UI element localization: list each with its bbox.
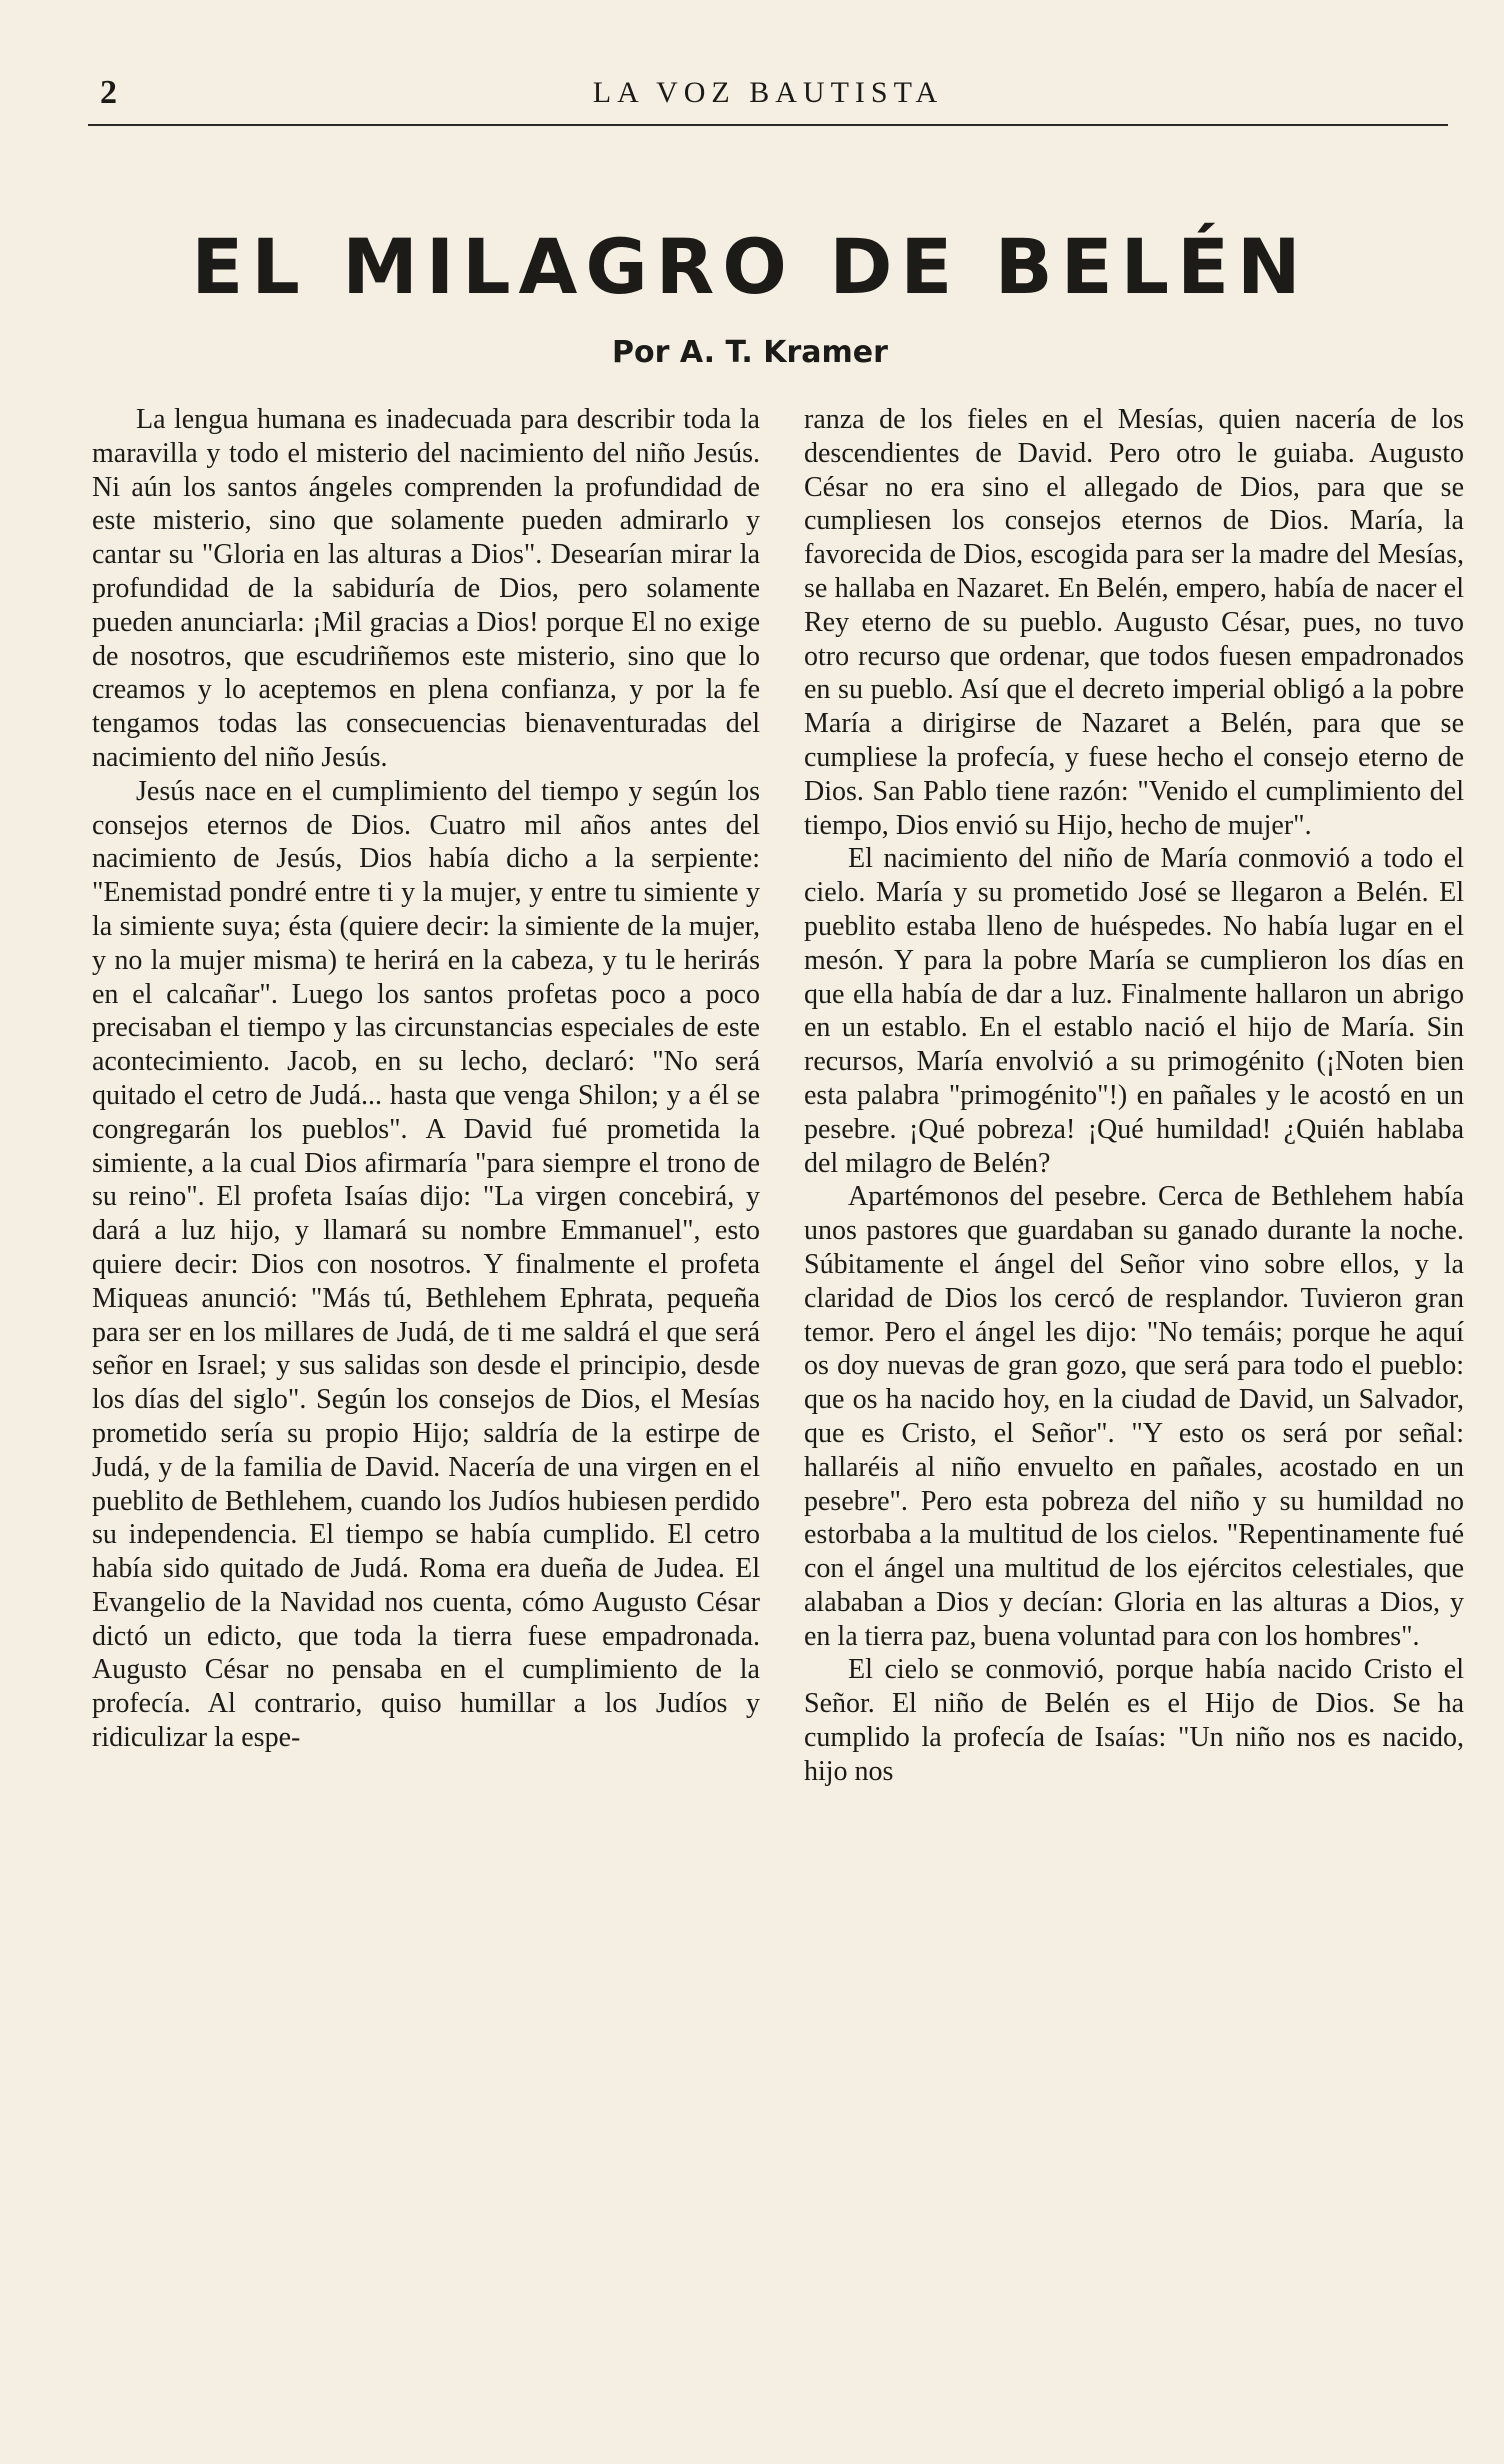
paragraph: El cielo se conmovió, porque había nacido Cristo el Señor. El niño de Belén es el Hijo de Dios. Se ha cumplido la profecía de Isaías: "Un niño nos es nacido, hijo nos bbox=[804, 1654, 1464, 1787]
paragraph: El nacimiento del niño de María conmovió a todo el cielo. María y su prometido José se llegaron a Belén. El pueblito estaba lleno de huéspedes. No había lugar en el mesón. Y para la pobre María se cumplieron los días en que ella había de dar a luz. Finalmente hallaron un abrigo en un establo. En el establo nació el hijo de María. Sin recursos, María envolvió a su primogénito (¡Noten bien esta palabra "primogénito"!) en pañales y le acostó en un pesebre. ¡Qué pobreza! ¡Qué humildad! ¿Quién hablaba del milagro de Belén? bbox=[804, 843, 1464, 1179]
paragraph: Apartémonos del pesebre. Cerca de Bethlehem había unos pastores que guardaban su ganado durante la noche. Súbitamente el ángel del Señor vino sobre ellos, y la claridad de Dios los cercó de resplandor. Tuvieron gran temor. Pero el ángel les dijo: "No temáis; porque he aquí os doy nuevas de gran gozo, que será para todo el pueblo: que os ha nacido hoy, en la ciudad de David, un Salvador, que es Cristo, el Señor". "Y esto os será por señal: hallaréis al niño envuelto en pañales, acostado en un pesebre". Pero esta pobreza del niño y su humildad no estorbaba a la multitud de los cielos. "Repentinamente fué con el ángel una multitud de los ejércitos celestiales, que alababan a Dios y decían: Gloria en las alturas a Dios, y en la tierra paz, buena voluntad para con los hombres". bbox=[804, 1181, 1464, 1652]
header-rule bbox=[88, 124, 1448, 126]
left-column bbox=[92, 403, 760, 1755]
article-byline: Por A. T. Kramer bbox=[612, 335, 888, 370]
page-header bbox=[88, 74, 1448, 124]
paragraph: La lengua humana es inadecuada para describir toda la maravilla y todo el misterio del nacimiento del niño Jesús. Ni aún los santos ángeles comprenden la profundidad de este misterio, sino que solamente pueden admirarlo y cantar su "Gloria en las alturas a Dios". Desearían mirar la profundidad de la sabiduría de Dios, pero solamente pueden anunciarla: ¡Mil gracias a Dios! porque El no exige de nosotros, que escudriñemos este misterio, sino que lo creamos y lo aceptemos en plena confianza, y por la fe tengamos todas las consecuencias bienaventuradas del nacimiento del niño Jesús. bbox=[92, 404, 760, 773]
page-number: 2 bbox=[100, 74, 117, 111]
running-title: LA VOZ BAUTISTA bbox=[592, 76, 944, 109]
paragraph: Jesús nace en el cumplimiento del tiempo y según los consejos eternos de Dios. Cuatro mil años antes del nacimiento de Jesús, Dios había dicho a la serpiente: "Enemistad pondré entre ti y la mujer, y entre tu simiente y la simiente suya; ésta (quiere decir: la simiente de la mujer, y no la mujer misma) te herirá en la cabeza, y tu le herirás en el calcañar". Luego los santos profetas poco a poco precisaban el tiempo y las circunstancias especiales de este acontecimiento. Jacob, en su lecho, declaró: "No será quitado el cetro de Judá... hasta que venga Shilon; y a él se congregarán los pueblos". A David fué prometida la simiente, a la cual Dios afirmaría "para siempre el trono de su reino". El profeta Isaías dijo: "La virgen concebirá, y dará a luz hijo, y llamará su nombre Emmanuel", esto quiere decir: Dios con nosotros. Y finalmente el profeta Miqueas anunció: "Más tú, Bethlehem Ephrata, pequeña para ser en los millares de Judá, de ti me saldrá el que será señor en Israel; y sus salidas son desde el principio, desde los días del siglo". Según los consejos de Dios, el Mesías prometido sería su propio Hijo; saldría de la estirpe de Judá, y de la familia de David. Nacería de una virgen en el pueblito de Bethlehem, cuando los Judíos hubiesen perdido su independencia. El tiempo se había cumplido. El cetro había sido quitado de Judá. Roma era dueña de Judea. El Evangelio de la Navidad nos cuenta, cómo Augusto César dictó un edicto, que toda la tierra fuese empadronada. Augusto César no pensaba en el cumplimiento de la profecía. Al contrario, quiso humillar a los Judíos y ridiculizar la espe- bbox=[92, 775, 760, 1754]
article-title: EL MILAGRO DE BELÉN bbox=[191, 222, 1309, 311]
right-column bbox=[804, 403, 1464, 1789]
paragraph: ranza de los fieles en el Mesías, quien nacería de los descendientes de David. Pero otro le guiaba. Augusto César no era sino el allegado de Dios, para que se cumpliesen los consejos eternos de Dios. María, la favorecida de Dios, escogida para ser la madre del Mesías, se hallaba en Nazaret. En Belén, empero, había de nacer el Rey eterno de su pueblo. Augusto César, pues, no tuvo otro recurso que ordenar, que todos fuesen empadronados en su pueblo. Así que el decreto imperial obligó a la pobre María a dirigirse de Nazaret a Belén, para que se cumpliese la profecía, y fuese hecho el consejo eterno de Dios. San Pablo tiene razón: "Venido el cumplimiento del tiempo, Dios envió su Hijo, hecho de mujer". bbox=[804, 404, 1464, 841]
